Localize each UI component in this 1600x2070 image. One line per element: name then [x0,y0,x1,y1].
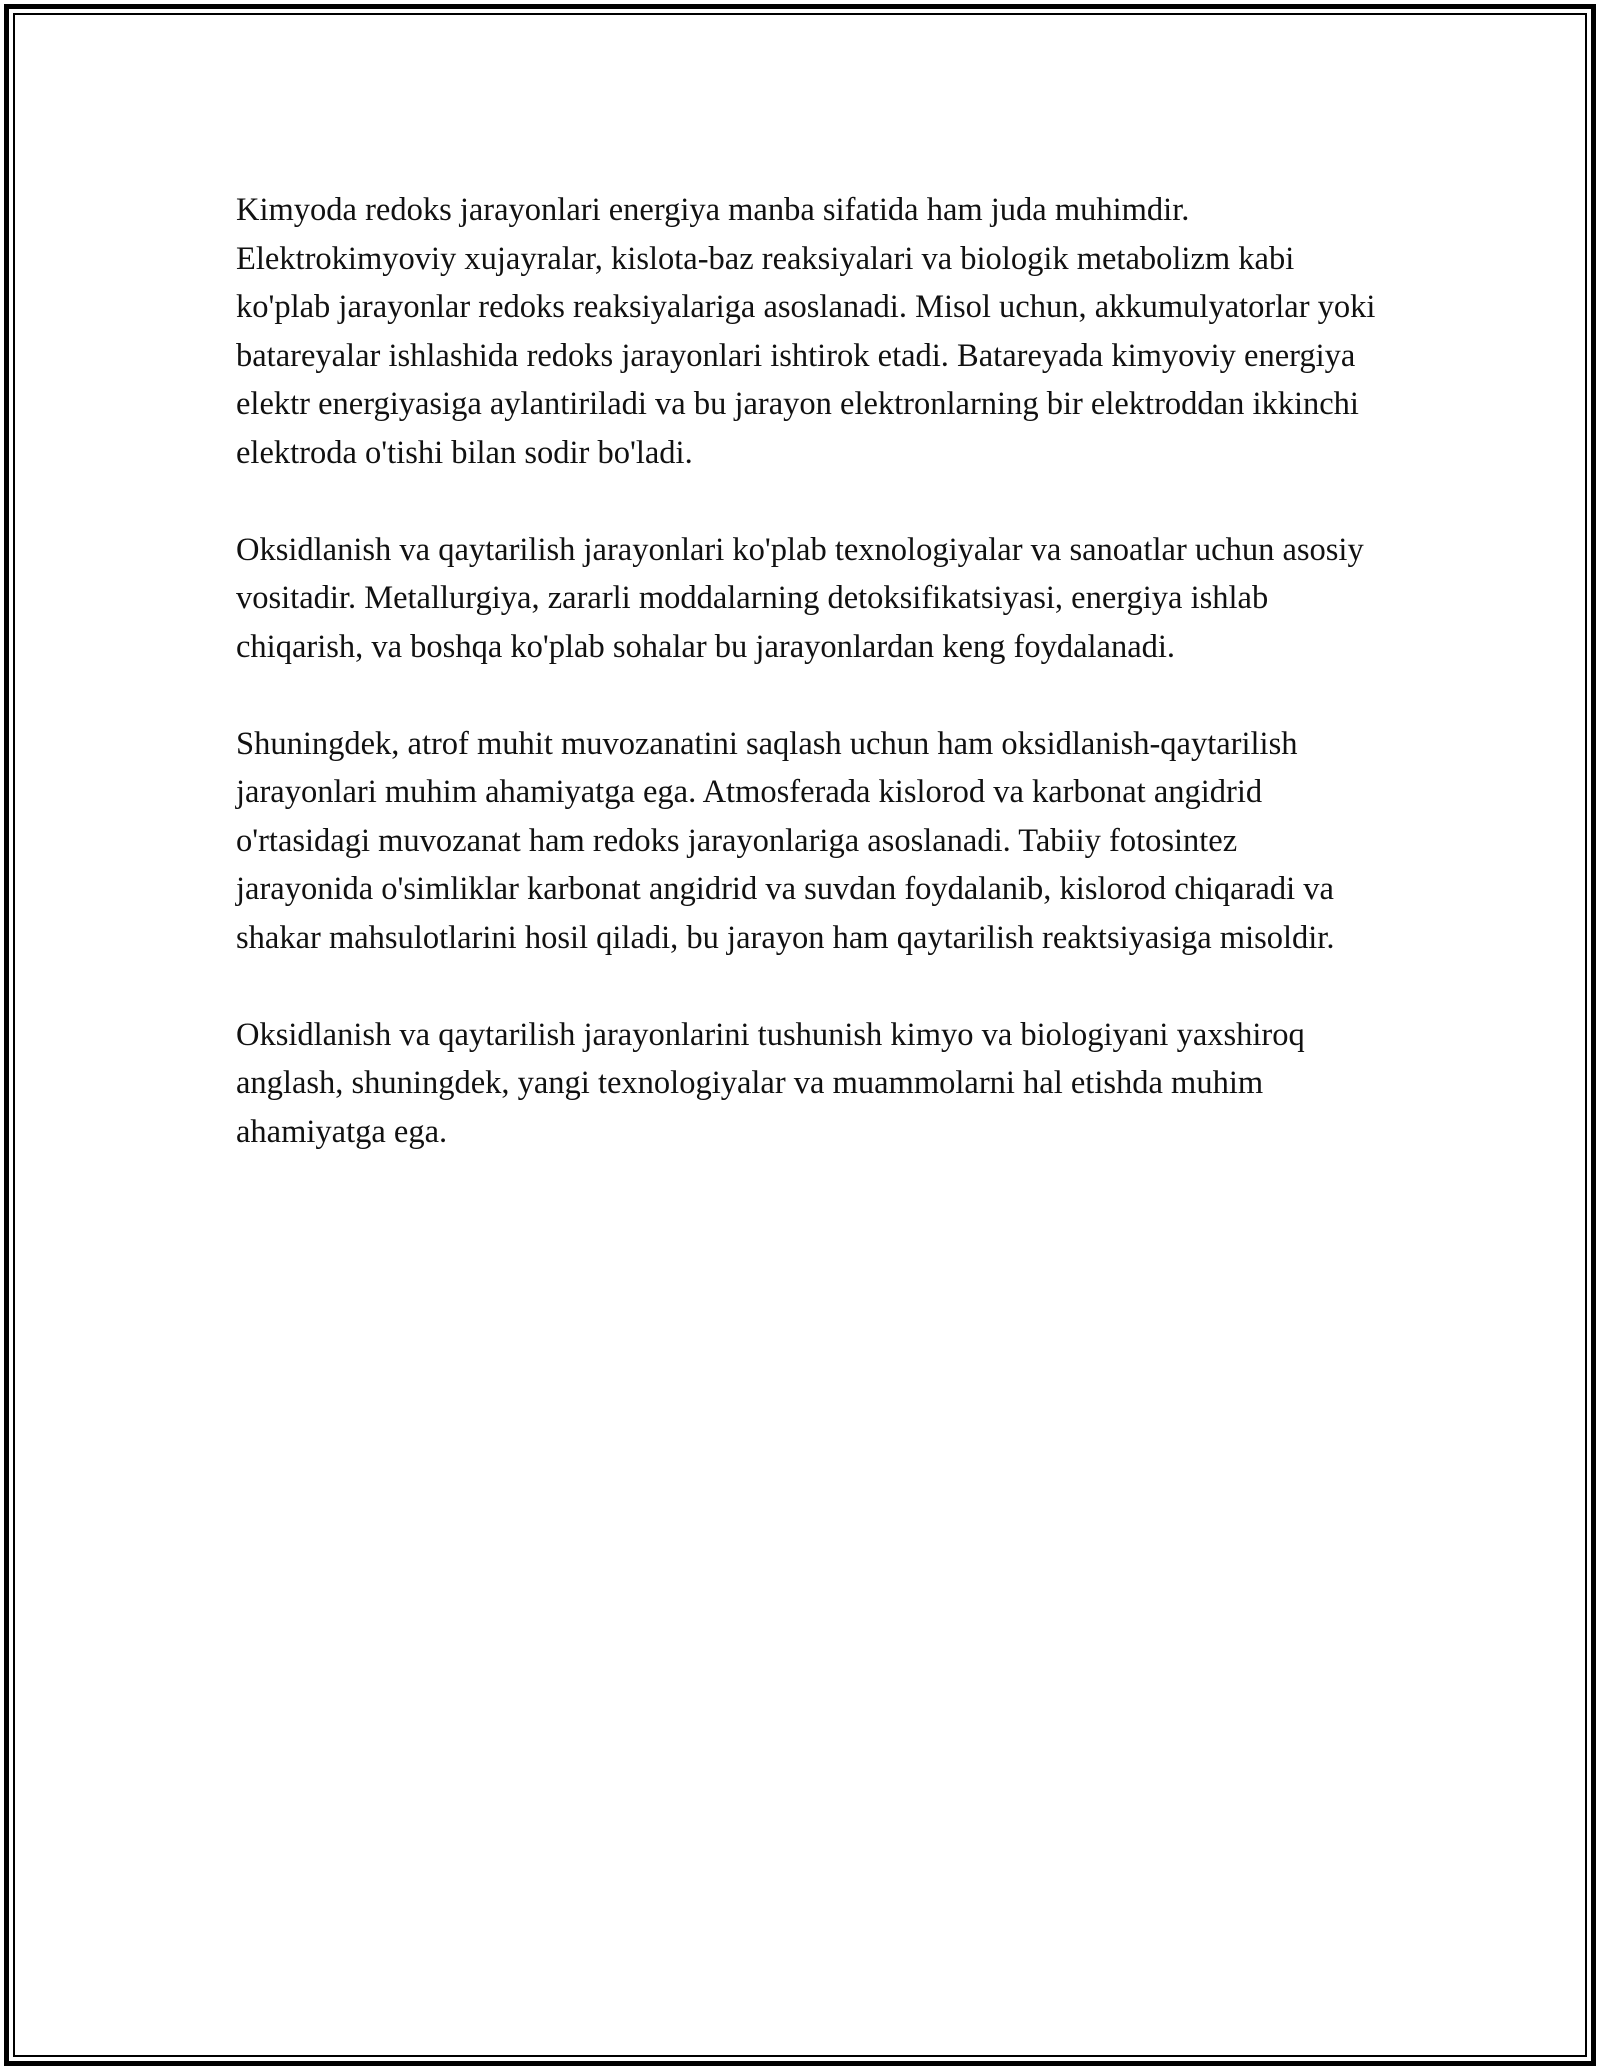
paragraph-conclusion: Oksidlanish va qaytarilish jarayonlarini tushunish kimyo va biologiyani yaxshiroq anglash, shuningdek, yangi texnologiyalar va muammolarni hal etishda muhim ahamiyatga ega. [236,1016,1305,1150]
paragraph-technology-uses: Oksidlanish va qaytarilish jarayonlari ko'plab texnologiyalar va sanoatlar uchun asosiy vositadir. Metallurgiya, zararli moddalarning detoksifikatsiyasi, energiya ishlab chiqarish, va boshqa ko'plab sohalar bu jarayonlardan keng foydalanadi. [236,531,1364,665]
paragraph-environment: Shuningdek, atrof muhit muvozanatini saqlash uchun ham oksidlanish-qaytarilish jarayonlari muhim ahamiyatga ega. Atmosferada kislorod va karbonat angidrid o'rtasidagi muvozanat ham redoks jarayonlariga asoslanadi. Tabiiy fotosintez jarayonida o'simliklar karbonat angidrid va suvdan foydalanib, kislorod chiqaradi va shakar mahsulotlarini hosil qiladi, bu jarayon ham qaytarilish reaktsiyasiga misoldir. [236,725,1335,956]
document-body [236,186,1376,1205]
paragraph-redox-energy: Kimyoda redoks jarayonlari energiya manba sifatida ham juda muhimdir. Elektrokimyoviy xujayralar, kislota-baz reaksiyalari va biologik metabolizm kabi ko'plab jarayonlar redoks reaksiyalariga asoslanadi. Misol uchun, akkumulyatorlar yoki batareyalar ishlashida redoks jarayonlari ishtirok etadi. Batareyada kimyoviy energiya elektr energiyasiga aylantiriladi va bu jarayon elektronlarning bir elektroddan ikkinchi elektroda o'tishi bilan sodir bo'ladi. [236,192,1376,471]
